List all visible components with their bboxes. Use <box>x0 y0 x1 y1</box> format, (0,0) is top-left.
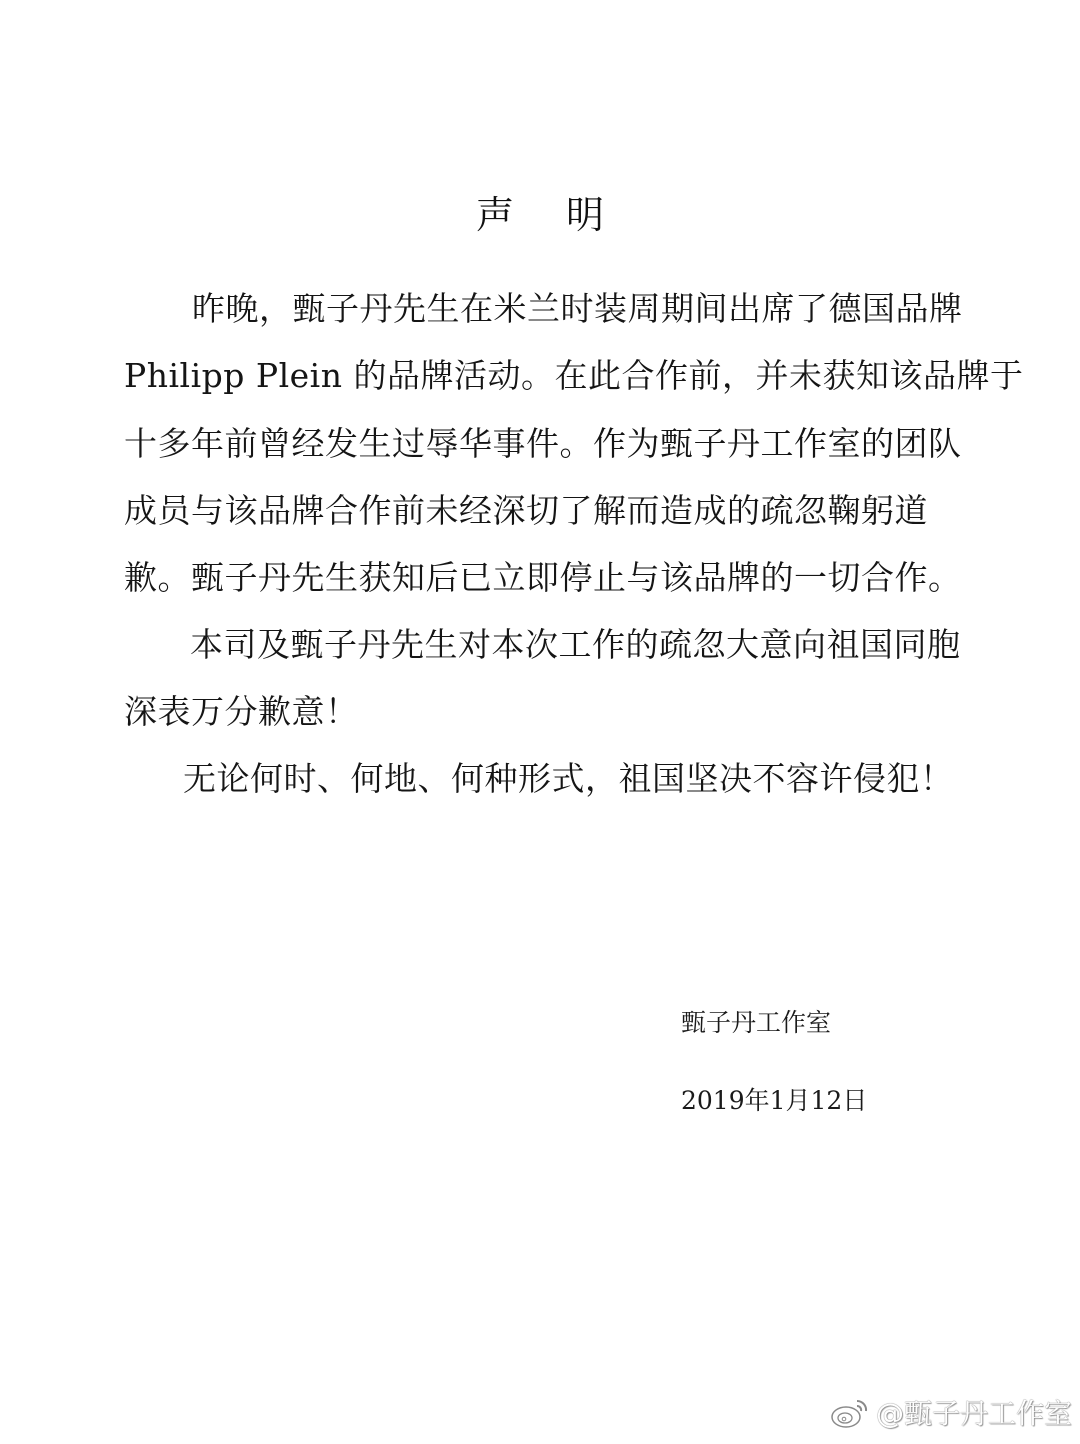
signature-organization: 甄子丹工作室 <box>681 1008 832 1037</box>
paragraph-3-line-1: 无论何时、何地、何种形式，祖国坚决不容许侵犯！ <box>183 759 954 798</box>
weibo-icon <box>830 1395 870 1429</box>
title-char-1: 声 <box>475 193 514 237</box>
paragraph-1-line-4: 成员与该品牌合作前未经深切了解而造成的疏忽鞠躬道 <box>124 491 928 530</box>
weibo-watermark <box>830 1392 1072 1432</box>
signature-date: 2019年1月12日 <box>681 1086 868 1115</box>
statement-title <box>0 188 1080 242</box>
paragraph-1-line-2: Philipp Plein 的品牌活动。在此合作前，并未获知该品牌于 <box>124 356 1024 395</box>
paragraph-1-line-3: 十多年前曾经发生过辱华事件。作为甄子丹工作室的团队 <box>124 424 962 463</box>
paragraph-1-line-5: 歉。甄子丹先生获知后已立即停止与该品牌的一切合作。 <box>124 558 962 597</box>
paragraph-2-line-2: 深表万分歉意！ <box>124 692 359 731</box>
paragraph-2-line-1: 本司及甄子丹先生对本次工作的疏忽大意向祖国同胞 <box>190 625 961 664</box>
title-char-2: 明 <box>566 193 605 237</box>
watermark-handle: @甄子丹工作室 <box>875 1397 1072 1430</box>
paragraph-1-line-1: 昨晚，甄子丹先生在米兰时装周期间出席了德国品牌 <box>192 289 963 328</box>
